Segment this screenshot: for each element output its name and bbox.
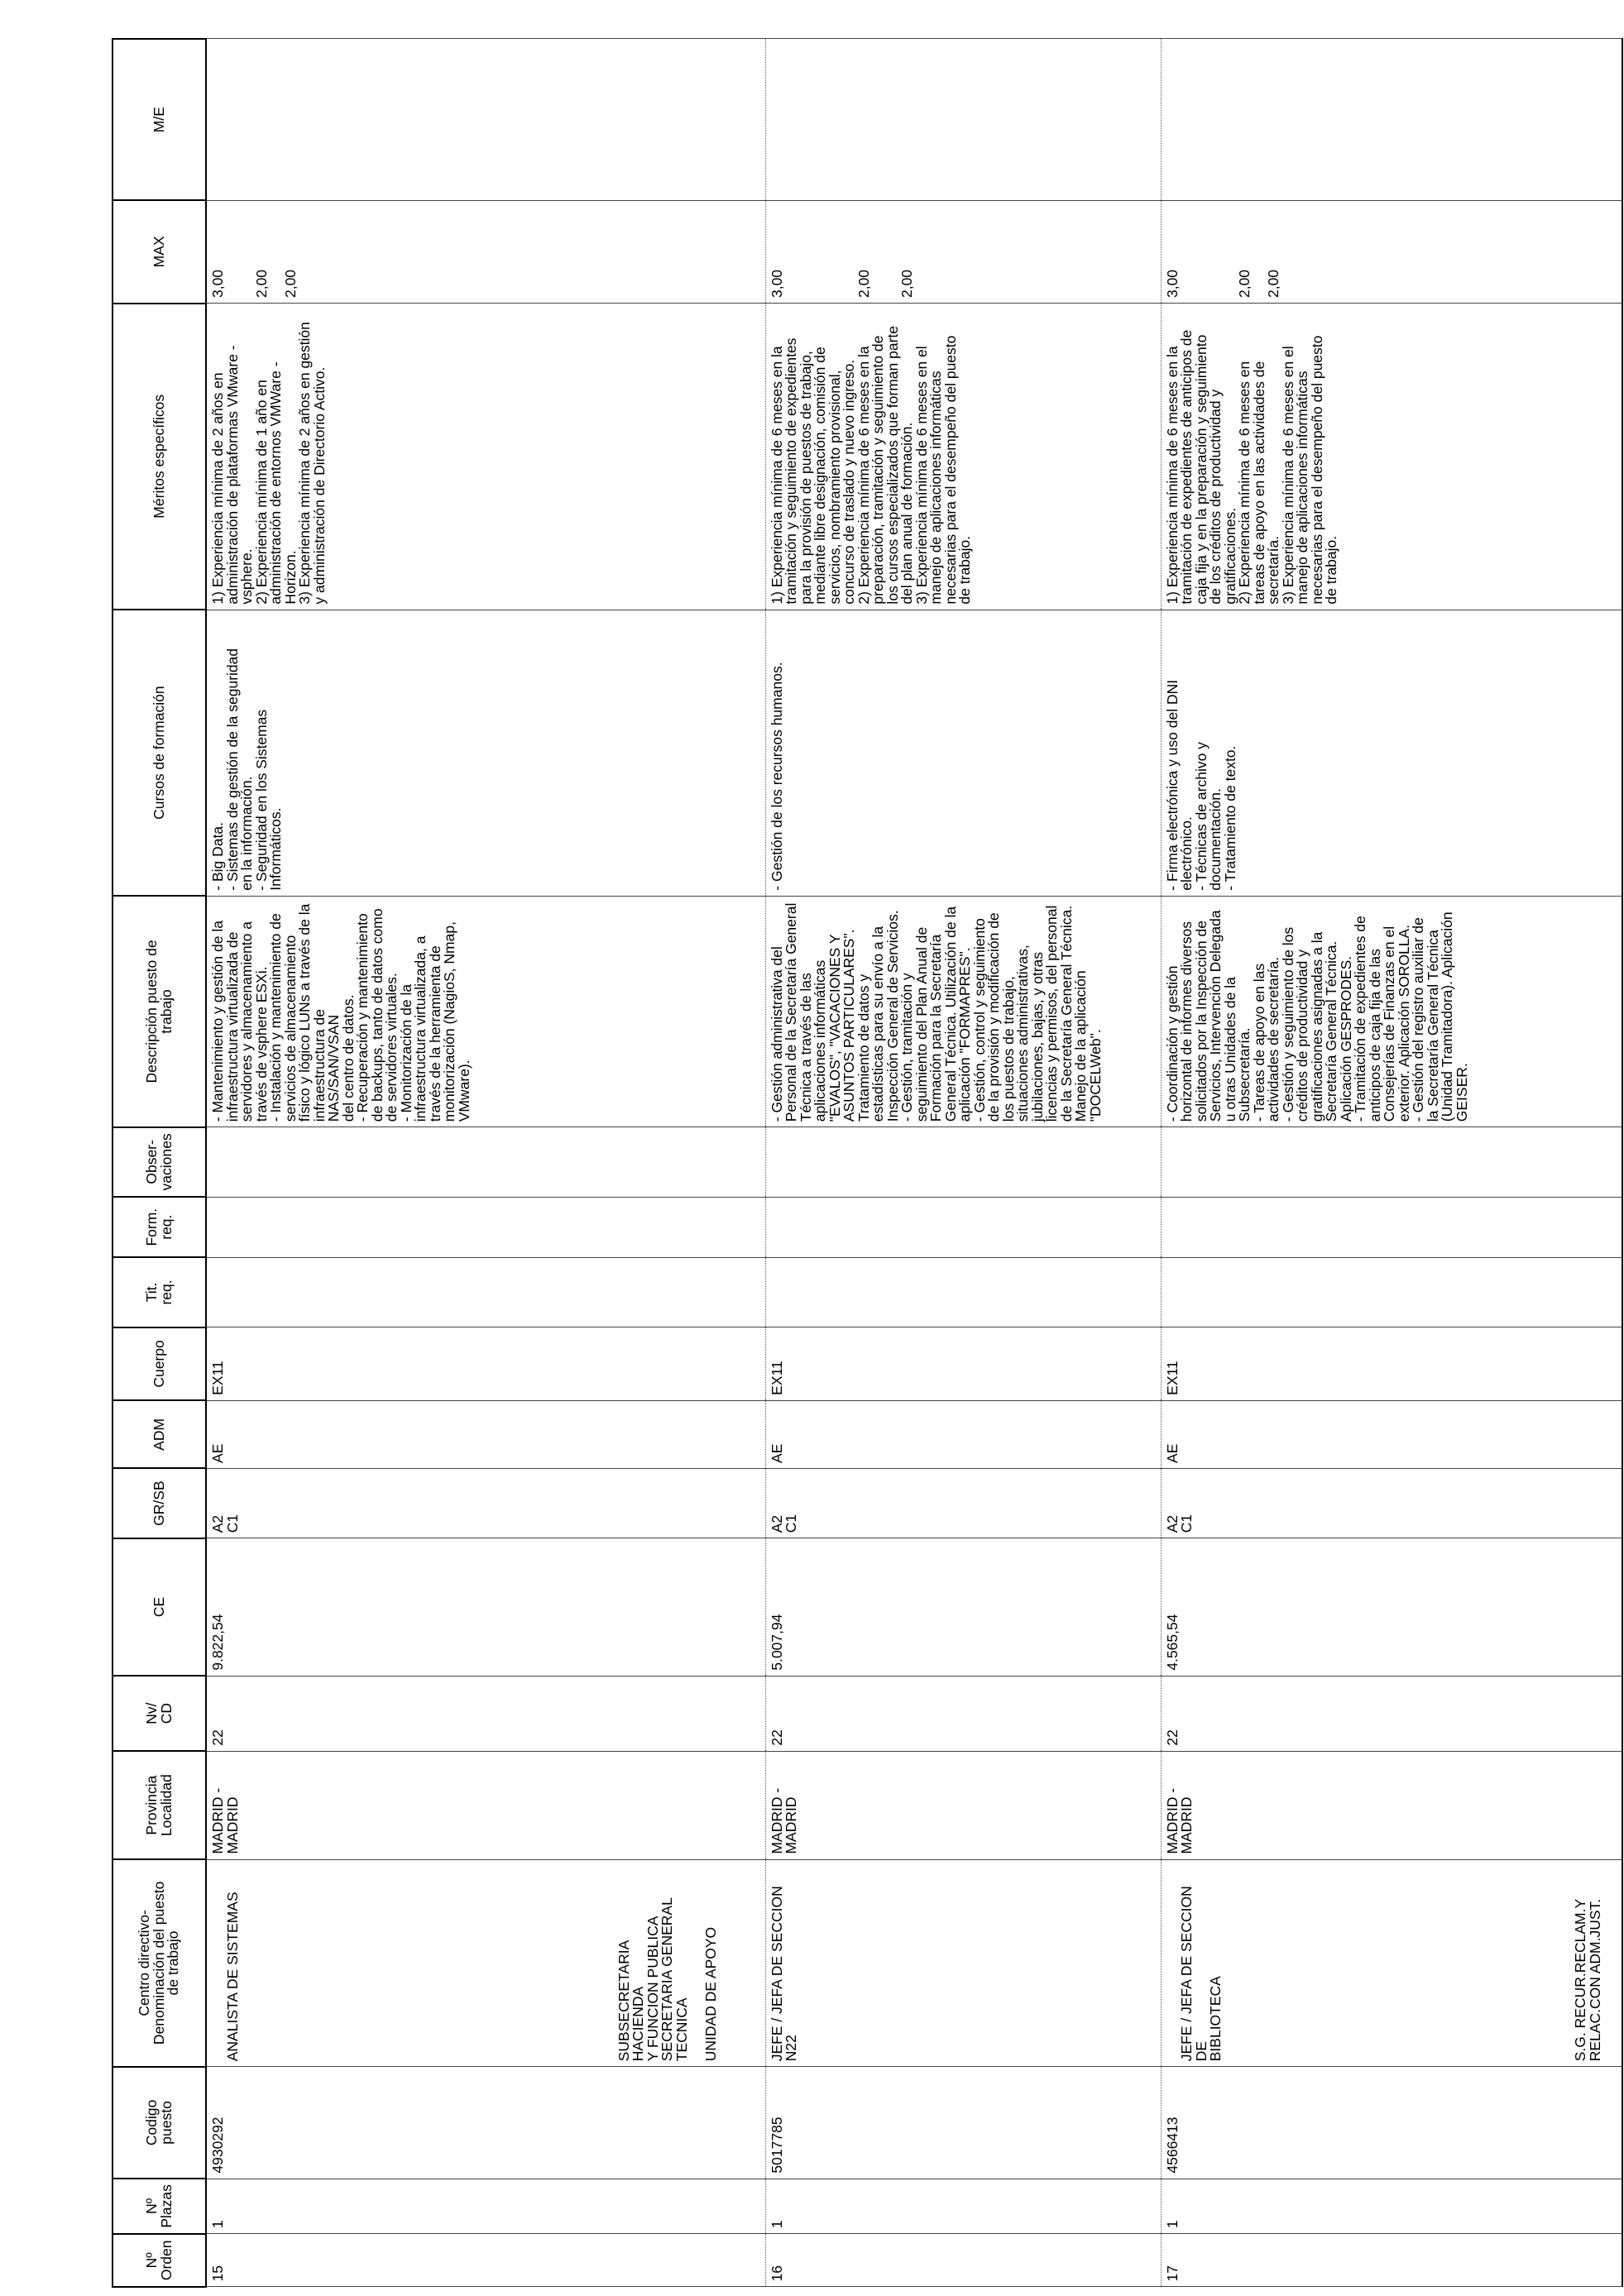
cell-plazas: 1 xyxy=(765,2179,1161,2234)
cell-cursos: - Big Data. - Sistemas de gestión de la seguridad en la información. - Seguridad en los Sistemas Informáticos. xyxy=(206,610,765,896)
header-descripcion: Descripción puesto de trabajo xyxy=(113,896,206,1127)
cell-codigo: 4566413 xyxy=(1161,2067,1622,2179)
table-row xyxy=(1161,39,1622,2287)
cell-provincia: MADRID - MADRID xyxy=(1161,1751,1622,1859)
cell-grsb: A2 C1 xyxy=(765,1468,1161,1538)
cell-plazas: 1 xyxy=(206,2179,765,2234)
cell-tit xyxy=(206,1257,765,1327)
cell-descripcion: - Gestión administrativa del Personal de la Secretaría General Técnica a través de las aplicaciones informáticas "EVALOS", "VACACIONES Y ASUNTOS PARTICULARES". Tratamiento de datos y estadísticas para su envío a la Inspección General de Servicios. - Gestión, tramitación y seguimiento del Plan Anual de Formación para la Secretaría General Técnica. Utilización de la aplicación "FORMAPRES". - Gestión, control y seguimiento de la provisión y modificación de los puestos de trabajo, situaciones administrativas, jubilaciones, bajas, y otras licencias y permisos, del personal de la Secretaría General Técnica. Manejo de la aplicación "DOCELWeb". xyxy=(765,896,1161,1127)
cell-obs xyxy=(1161,1127,1622,1197)
header-provincia: Provincia Localidad xyxy=(113,1751,206,1859)
header-cuerpo: Cuerpo xyxy=(113,1327,206,1401)
cell-cuerpo: EX11 xyxy=(1161,1327,1622,1401)
cell-provincia: MADRID - MADRID xyxy=(206,1751,765,1859)
cell-cursos: - Gestión de los recursos humanos. xyxy=(765,610,1161,896)
cell-orden: 15 xyxy=(206,2234,765,2287)
cell-cuerpo: EX11 xyxy=(206,1327,765,1401)
cell-cuerpo: EX11 xyxy=(765,1327,1161,1401)
cell-form xyxy=(765,1197,1161,1257)
table-row xyxy=(206,39,765,2287)
cell-centro xyxy=(206,1859,765,2067)
cell-ce: 5.007,94 xyxy=(765,1538,1161,1676)
cell-obs xyxy=(765,1127,1161,1197)
cell-obs xyxy=(206,1127,765,1197)
table-row xyxy=(765,39,1161,2287)
cell-me xyxy=(1161,39,1622,200)
cell-meritos: 1) Experiencia mínima de 2 años en administración de plataformas VMware - vsphere. 2) Experiencia mínima de 1 año en administración de entornos VMWare - Horizon. 3) Experiencia mínima de 2 años en gestión y administración de Directorio Activo. xyxy=(206,304,765,610)
position-name: ANALISTA DE SISTEMAS xyxy=(223,1892,241,2062)
cell-me xyxy=(206,39,765,200)
header-grsb: GR/SB xyxy=(113,1468,206,1538)
header-max: MAX xyxy=(113,200,206,303)
header-tit: Tit. req. xyxy=(113,1257,206,1327)
cell-centro xyxy=(1161,1859,1622,2067)
cell-grsb: A2 C1 xyxy=(206,1468,765,1538)
header-ce: CE xyxy=(113,1538,206,1676)
header-cursos: Cursos de formación xyxy=(113,610,206,896)
cell-me xyxy=(765,39,1161,200)
cell-nivel: 22 xyxy=(765,1676,1161,1751)
cell-max: 3,00 2,00 2,00 xyxy=(206,200,765,303)
cell-meritos: 1) Experiencia mínima de 6 meses en la tramitación de expedientes de anticipos de caja fija y en la preparación y seguimiento de los créditos de productividad y gratificaciones. 2) Experiencia mínima de 6 meses en tareas de apoyo en las actividades de secretaría. 3) Experiencia mínima de 6 meses en el manejo de aplicaciones informáticas necesarias para el desempeño del puesto de trabajo. xyxy=(1161,304,1622,610)
cell-max: 3,00 2,00 2,00 xyxy=(765,200,1161,303)
cell-descripcion: - Coordinación y gestión horizontal de informes diversos solicitados por la Inspección de Servicios, Intervención Delegada u otras Unidades de la Subsecretaría. - Tareas de apoyo en las actividades de secretaría. - Gestión y seguimiento de los créditos de productividad y gratificaciones asignadas a la Secretaría General Técnica. Aplicación GESPRODES. - Tramitación de expedientes de anticipos de caja fija de las Consejerías de Finanzas en el exterior. Aplicación SOROLLA. - Gestión del registro auxiliar de la Secretaría General Técnica (Unidad Tramitadora). Aplicación GEISER. xyxy=(1161,896,1622,1127)
header-adm: ADM xyxy=(113,1400,206,1468)
cell-adm: AE xyxy=(765,1400,1161,1468)
cell-adm: AE xyxy=(1161,1400,1622,1468)
position-name: JEFE / JEFA DE SECCION DE BIBLIOTECA xyxy=(1178,1886,1224,2062)
header-form: Form. req. xyxy=(113,1197,206,1257)
cell-tit xyxy=(1161,1257,1622,1327)
cell-ce: 4.565,54 xyxy=(1161,1538,1622,1676)
cell-nivel: 22 xyxy=(206,1676,765,1751)
cell-codigo: 4930292 xyxy=(206,2067,765,2179)
header-plazas: Nº Plazas xyxy=(113,2179,206,2234)
cell-grsb: A2 C1 xyxy=(1161,1468,1622,1538)
cell-provincia: MADRID - MADRID xyxy=(765,1751,1161,1859)
cell-orden: 17 xyxy=(1161,2234,1622,2287)
job-positions-table xyxy=(112,38,1623,2288)
cell-meritos: 1) Experiencia mínima de 6 meses en la tramitación y seguimiento de expedientes para la provisión de puestos de trabajo, mediante libre designación, comisión de servicios, nombramiento provisional, concurso de traslado y nuevo ingreso. 2) Experiencia mínima de 6 meses en la preparación, tramitación y seguimiento de los cursos especializados que forman parte del plan anual de formación. 3) Experiencia mínima de 6 meses en el manejo de aplicaciones informáticas necesarias para el desempeño del puesto de trabajo. xyxy=(765,304,1161,610)
cell-codigo: 5017785 xyxy=(765,2067,1161,2179)
cell-plazas: 1 xyxy=(1161,2179,1622,2234)
header-obs: Obser- vaciones xyxy=(113,1127,206,1197)
header-nivel: Nv/ CD xyxy=(113,1676,206,1751)
header-codigo: Codigo puesto xyxy=(113,2067,206,2179)
cell-form xyxy=(206,1197,765,1257)
cell-max: 3,00 2,00 2,00 xyxy=(1161,200,1622,303)
cell-adm: AE xyxy=(206,1400,765,1468)
cell-form xyxy=(1161,1197,1622,1257)
cell-nivel: 22 xyxy=(1161,1676,1622,1751)
cell-descripcion: - Mantenimiento y gestión de la infraestructura virtualizada de servidores y almacenamiento a través de vsphere ESXi. - Instalación y mantenimiento de servicios de almacenamiento físico y lógico LUNs a través de la infraestructura de NAS/SAN/VSAN del centro de datos. - Recuperación y mantenimiento de backups, tanto de datos como de servidores virtuales. - Monitorización de la infraestructura virtualizada, a través de la herramienta de monitorización (NagioS, Nmap, VMware). xyxy=(206,896,765,1127)
table-header-row xyxy=(113,39,206,2287)
cell-ce: 9.822,54 xyxy=(206,1538,765,1676)
header-meritos: Méritos específicos xyxy=(113,304,206,610)
cell-cursos: - Firma electrónica y uso del DNI electrónico. - Técnicas de archivo y documentación. - Tratamiento de texto. xyxy=(1161,610,1622,896)
group-header-subsecretaria: SUBSECRETARIA HACIENDA Y FUNCION PUBLICA SECRETARIA GENERAL TECNICA UNIDAD DE APOYO xyxy=(615,1897,719,2062)
header-centro: Centro directivo- Denominación del puesto de trabajo xyxy=(113,1859,206,2067)
group-header-sg-recur: S.G. RECUR.RECLAM.Y RELAC.CON ADM.JUST. xyxy=(1572,1898,1603,2062)
header-me: M/E xyxy=(113,39,206,200)
cell-tit xyxy=(765,1257,1161,1327)
header-orden: Nº Orden xyxy=(113,2234,206,2287)
cell-orden: 16 xyxy=(765,2234,1161,2287)
cell-centro: JEFE / JEFA DE SECCION N22 xyxy=(765,1859,1161,2067)
